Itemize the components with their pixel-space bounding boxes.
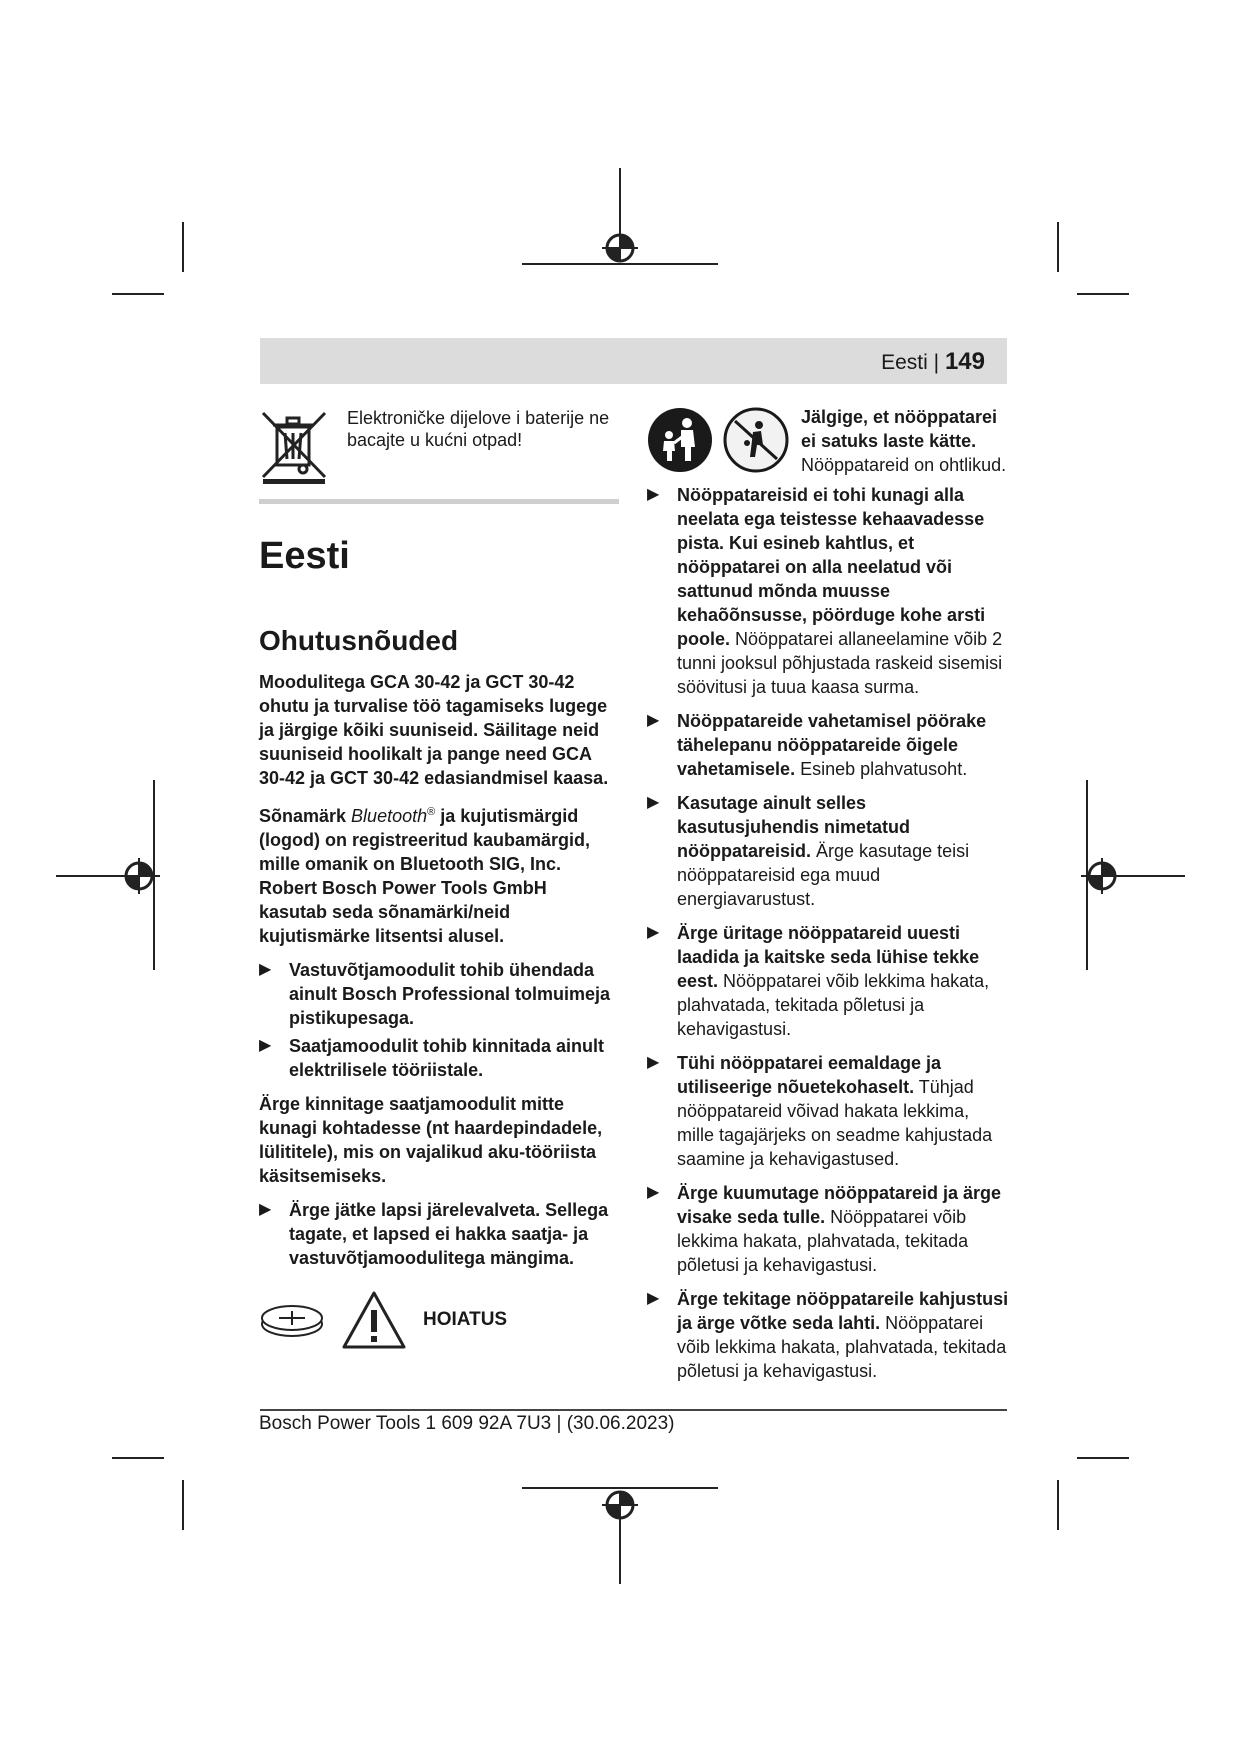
keep-away-from-children-icon [647, 407, 713, 473]
warning-row [259, 1290, 619, 1350]
bullet-arrow-icon: ▶ [259, 961, 272, 978]
warning-label: HOIATUS [423, 1309, 508, 1330]
bluetooth-paragraph: Sõnamärk Bluetooth® ja kujutismärgid (logod) on registreeritud kaubamärgid, mille omanik on Bluetooth SIG, Inc. Robert Bosch Power Tools GmbH kasutab seda sõnamärki/neid kujutismärke litsentsi alusel. [259, 806, 591, 946]
bullet-arrow-icon: ▶ [259, 1037, 272, 1054]
bullet-item: ▶ Nööppatareide vahetamisel pöörake tähelepanu nööppatareide õigele vahetamisele. Esineb plahvatusoht. [647, 711, 987, 779]
bullet-item: ▶ Ärge üritage nööppatareid uuesti laadida ja kaitske seda lühise tekke eest. Nööppatarei võib lekkima hakata, plahvatada, tekitada põletusi ja kehavigastusi. [647, 923, 990, 1039]
header-separator: | [933, 351, 940, 374]
header-language: Eesti [881, 351, 928, 374]
section-title: Eesti [259, 535, 350, 577]
bullet-item: ▶ Ärge kuumutage nööppatareid ja ärge visake seda tulle. Nööppatarei võib lekkima hakata, plahvatada, tekitada põletusi ja kehavigastusi. [647, 1183, 1002, 1275]
weee-text: Elektroničke dijelove i baterije ne bacajte u kućni otpad! [347, 408, 610, 450]
kids-notice [647, 405, 1009, 477]
registration-target-icon [602, 235, 638, 261]
bullet-item: ▶ Kasutage ainult selles kasutusjuhendis nimetatud nööppatareisid. Ärge kasutage teisi nööppatareisid ega muud energiavarustust. [647, 793, 970, 909]
bullet-arrow-icon: ▶ [647, 1184, 660, 1201]
bullet-arrow-icon: ▶ [647, 712, 660, 729]
page-header [260, 338, 1007, 384]
bullet-arrow-icon: ▶ [647, 1290, 660, 1307]
intro-paragraph: Moodulitega GCA 30-42 ja GCT 30-42 ohutu ja turvalise töö tagamiseks lugege ja järgige kõiki suuniseid. Säilitage neid suuniseid hoolikalt ja pange need GCA 30-42 ja GCT 30-42 edasiandmisel kaasa. [259, 672, 609, 788]
page-number: 149 [944, 348, 985, 375]
button-cell-battery-icon [259, 1300, 325, 1340]
bullet-arrow-icon: ▶ [647, 924, 660, 941]
bullet-item: ▶ Ärge jätke lapsi järelevalveta. Sellega tagatе, et lapsed ei hakka saatja- ja vastuvõtjamoodulitega mängima. [259, 1200, 609, 1268]
bullet-item: ▶ Nööppatareisid ei tohi kunagi alla neelata ega teistesse kehaavadesse pista. Kui esineb kahtlus, et nööppatarei on alla neelatud või sattunud mõnda muusse kehaõõnsusse, pöörduge kohe arsti poole. Nööppatarei allaneelamine võib 2 tunni jooksul põhjustada raskeid sisemisi söövitusi ja tuua kaasa surma. [647, 485, 1003, 697]
bullet-arrow-icon: ▶ [647, 794, 660, 811]
warning-triangle-icon [341, 1290, 407, 1350]
page-footer: Bosch Power Tools 1 609 92A 7U3 | (30.06.2023) [259, 1413, 675, 1434]
do-not-swallow-icon [723, 407, 789, 473]
subsection-title: Ohutusnõuded [259, 625, 459, 656]
mounting-note: Ärge kinnitage saatjamoodulit mitte kunagi kohtadesse (nt haardepindadele, lülititele), mis on vajalikud aku-tööriista käsitsemiseks. [259, 1094, 603, 1186]
bullet-arrow-icon: ▶ [647, 1054, 660, 1071]
right-bullet-list [647, 483, 1009, 1383]
kids-notice-text: Jälgige, et nööppatarei ei satuks laste kätte. Nööppatareid on ohtlikud. [801, 407, 1007, 475]
bullet-item: ▶ Ärge tekitage nööppatareile kahjustusi ja ärge võtke seda lahti. Nööppatarei võib lekkima hakata, plahvatada, tekitada põletusi ja kehavigastusi. [647, 1289, 1009, 1381]
bullet-arrow-icon: ▶ [647, 486, 660, 503]
bluetooth-brand: Bluetooth [351, 806, 428, 826]
footer-rule [260, 1409, 1007, 1411]
crossed-out-wheelie-bin-icon [259, 405, 329, 485]
weee-notice [259, 405, 619, 504]
bullet-item: ▶ Saatjamoodulit tohib kinnitada ainult elektrilisele tööriistale. [259, 1036, 605, 1080]
left-column [259, 405, 619, 1350]
bullet-item: ▶ Tühi nööppatarei eemaldage ja utiliseerige nõuetekohaselt. Tühjad nööppatareid võivad hakata lekkima, mille tagajärjeks on seadme kahjustada saamine ja kehavigastused. [647, 1053, 993, 1169]
right-column [647, 405, 1009, 1387]
left-bullet-list-1 [259, 958, 619, 1082]
bullet-arrow-icon: ▶ [259, 1201, 272, 1218]
header-text [881, 348, 985, 376]
bullet-item: ▶ Vastuvõtjamoodulit tohib ühendada ainult Bosch Professional tolmuimeja pistikupesaga. [259, 960, 611, 1028]
left-bullet-list-2 [259, 1198, 619, 1270]
